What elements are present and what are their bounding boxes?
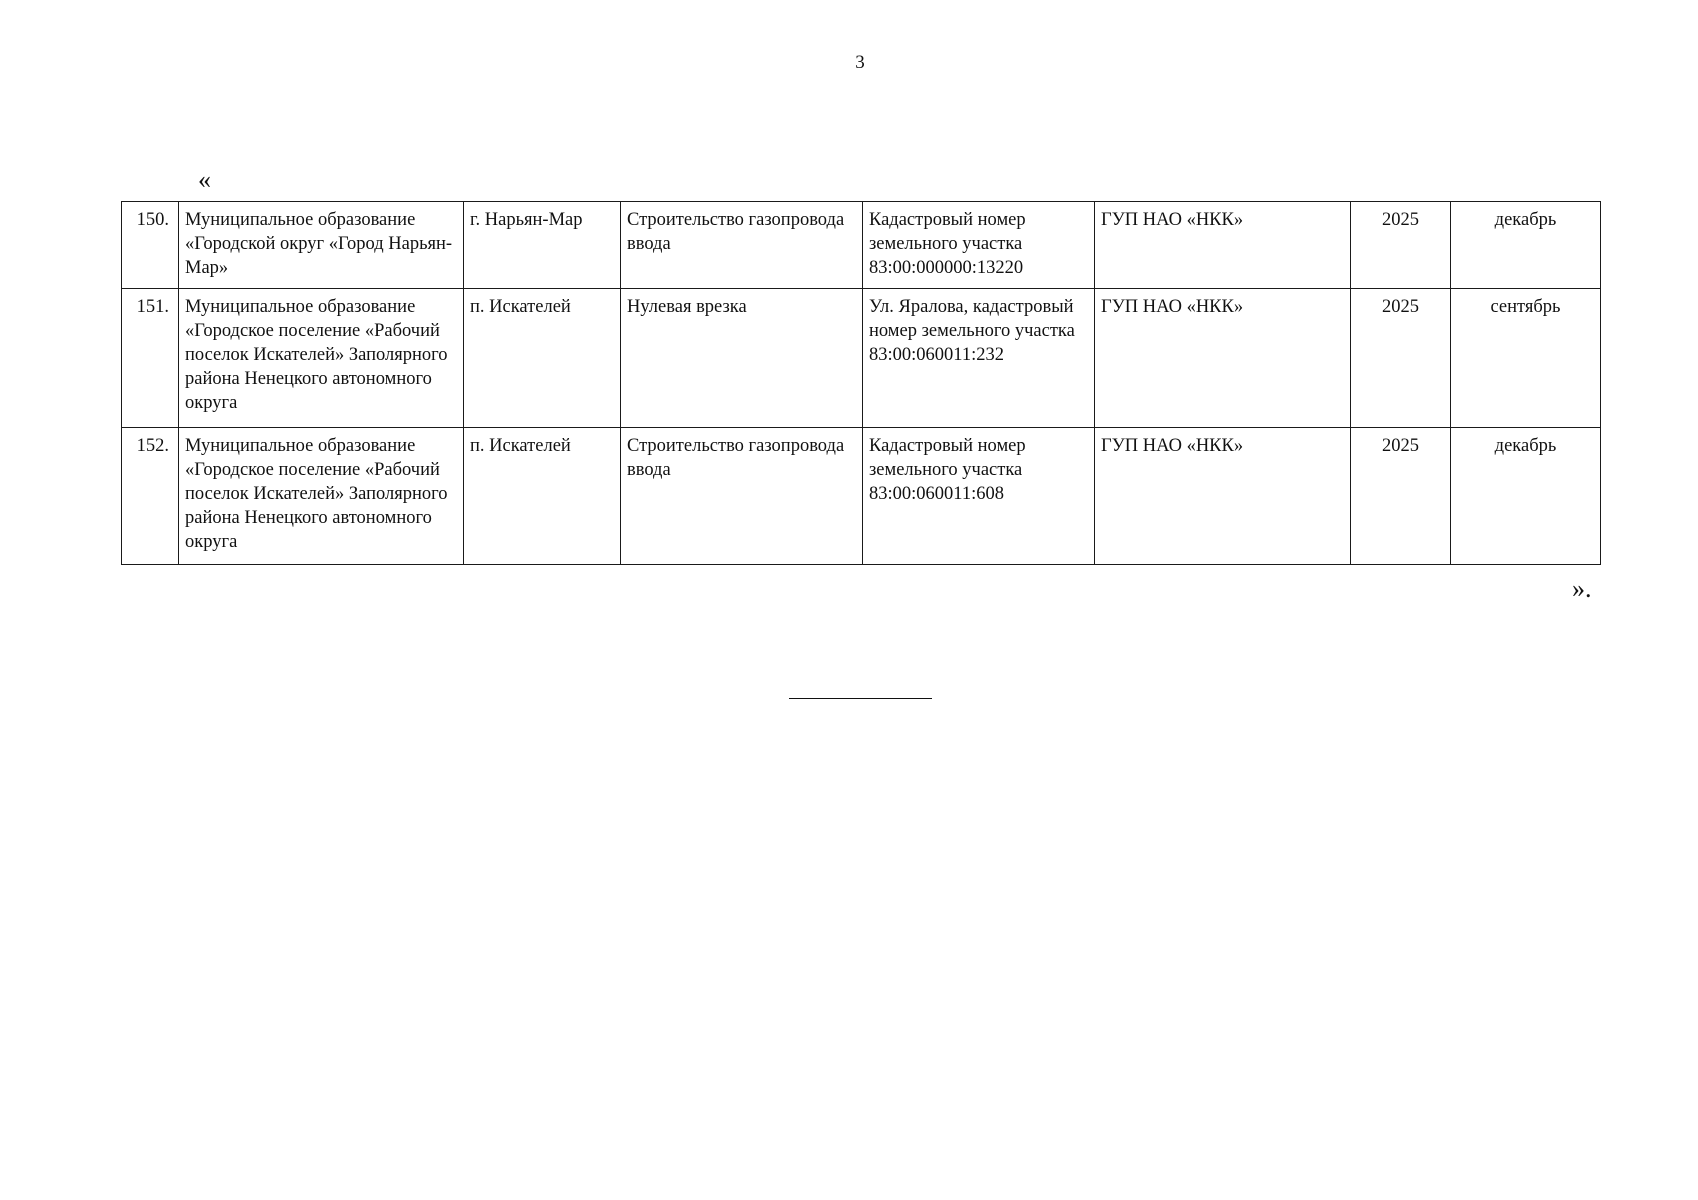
municipality-cell: Муниципальное образование «Городское поселение «Рабочий поселок Искателей» Заполярного района Ненецкого автономного округа — [179, 289, 464, 428]
organization-cell: ГУП НАО «НКК» — [1095, 289, 1351, 428]
locality-cell: п. Искателей — [464, 289, 621, 428]
row-number: 152. — [122, 428, 179, 565]
gas-connection-table — [121, 201, 1601, 565]
row-number: 151. — [122, 289, 179, 428]
address-cell: Кадастровый номер земельного участка 83:00:000000:13220 — [863, 202, 1095, 289]
page-number: 3 — [855, 52, 865, 73]
opening-quote-mark: « — [198, 165, 211, 194]
month-cell: декабрь — [1451, 202, 1601, 289]
year-cell: 2025 — [1351, 202, 1451, 289]
closing-quote-mark: ». — [1572, 574, 1592, 603]
work-type-cell: Нулевая врезка — [621, 289, 863, 428]
locality-cell: п. Искателей — [464, 428, 621, 565]
address-cell: Ул. Яралова, кадастровый номер земельного участка 83:00:060011:232 — [863, 289, 1095, 428]
month-cell: декабрь — [1451, 428, 1601, 565]
municipality-cell: Муниципальное образование «Городское поселение «Рабочий поселок Искателей» Заполярного района Ненецкого автономного округа — [179, 428, 464, 565]
table-row — [122, 428, 1601, 565]
municipality-cell: Муниципальное образование «Городской округ «Город Нарьян-Мар» — [179, 202, 464, 289]
work-type-cell: Строительство газопровода ввода — [621, 428, 863, 565]
organization-cell: ГУП НАО «НКК» — [1095, 428, 1351, 565]
month-cell: сентябрь — [1451, 289, 1601, 428]
locality-cell: г. Нарьян-Мар — [464, 202, 621, 289]
organization-cell: ГУП НАО «НКК» — [1095, 202, 1351, 289]
table-row — [122, 202, 1601, 289]
year-cell: 2025 — [1351, 428, 1451, 565]
row-number: 150. — [122, 202, 179, 289]
work-type-cell: Строительство газопровода ввода — [621, 202, 863, 289]
address-cell: Кадастровый номер земельного участка 83:00:060011:608 — [863, 428, 1095, 565]
year-cell: 2025 — [1351, 289, 1451, 428]
table-row — [122, 289, 1601, 428]
end-of-document-rule — [789, 698, 932, 699]
